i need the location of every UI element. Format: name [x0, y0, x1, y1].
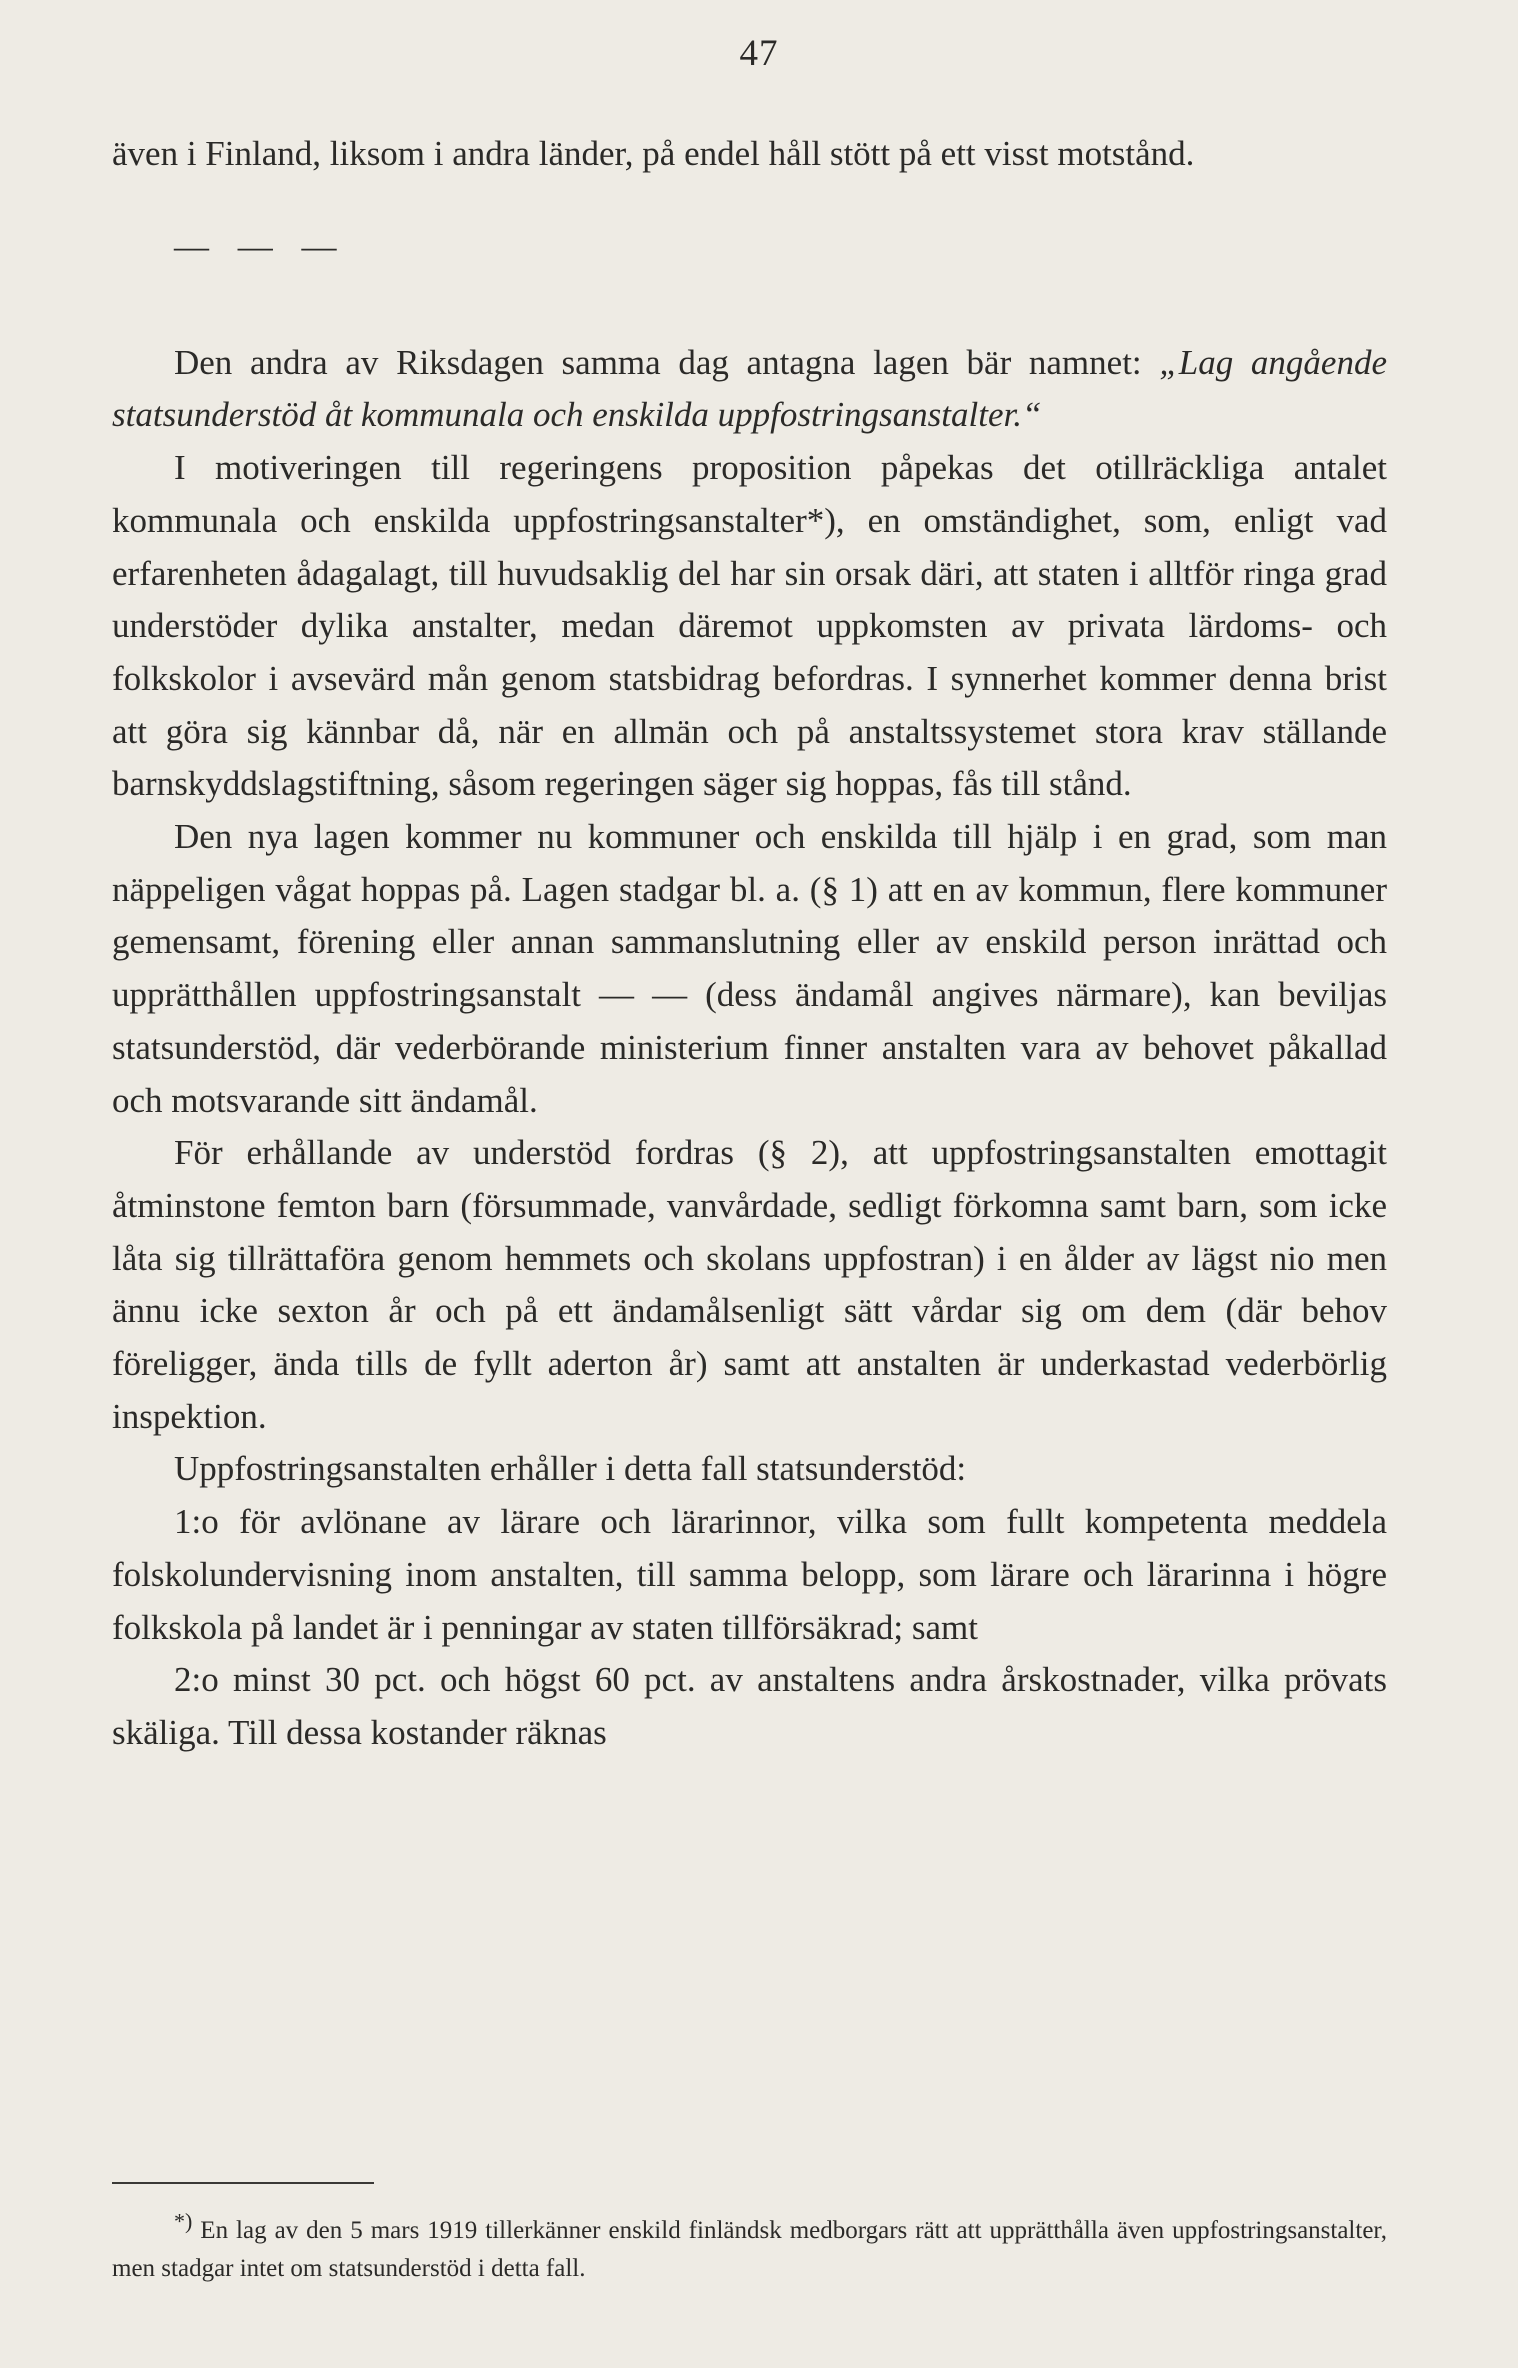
section-separator — [112, 181, 1387, 337]
footnote-divider — [112, 2182, 374, 2184]
paragraph-support-intro: Uppfostringsanstalten erhåller i detta fall statsunderstöd: — [174, 1449, 967, 1489]
separator-dashes: — — — — [174, 226, 347, 266]
law-intro-text: Den andra av Riksdagen samma dag antagna lagen bär namnet: — [174, 342, 1160, 382]
paragraph-new-law: Den nya lagen kommer nu kommuner och enskilda till hjälp i en grad, som man näppeligen vågat hoppas på. Lagen stadgar bl. a. (§ 1) att en av kommun, flere kommuner gemensamt, förening eller annan sammanslutning eller av enskild person inrättad och upprätthållen uppfostringsanstalt — — (dess ändamål angives närmare), kan beviljas statsunderstöd, där vederbörande ministerium finner anstalten vara av behovet påkallad och motsvarande sitt ändamål. — [112, 817, 1387, 1120]
footnote-text: En lag av den 5 mars 1919 tillerkänner enskild finländsk medborgars rätt att upprätthålla även uppfostringsanstalter, men stadgar intet om statsunderstöd i detta fall. — [112, 2217, 1387, 2282]
paragraph-law-title — [112, 337, 1387, 442]
page-number: 47 — [739, 33, 779, 74]
paragraph-continuation: även i Finland, liksom i andra länder, på endel håll stött på ett visst motstånd. — [112, 134, 1195, 173]
paragraph-item-1: 1:o för avlönane av lärare och lärarinnor, vilka som fullt kompetenta meddela folskolundervisning inom anstalten, till samma belopp, som lärare och lärarinna i högre folkskola på landet är i penningar av staten tillförsäkrad; samt — [112, 1502, 1387, 1647]
footnote — [112, 2208, 1387, 2288]
footnote-mark: *) — [174, 2208, 193, 2234]
paragraph-motivation: I motiveringen till regeringens proposition påpekas det otillräckliga antalet kommunala och enskilda uppfostringsanstalter*), en omständighet, som, enligt vad erfarenheten ådagalagt, till huvudsaklig del har sin orsak däri, att staten i alltför ringa grad understöder dylika anstalter, medan däremot uppkomsten av privata lärdoms- och folkskolor i avsevärd mån genom statsbidrag befordras. I synnerhet kommer denna brist att göra sig kännbar då, när en allmän och på anstaltssystemet stora krav ställande barnskyddslagstiftning, såsom regeringen säger sig hoppas, fås till stånd. — [112, 448, 1387, 804]
paragraph-item-2: 2:o minst 30 pct. och högst 60 pct. av anstaltens andra årskostnader, vilka prövats skäliga. Till dessa kostander räknas — [112, 1660, 1387, 1752]
body-text — [112, 128, 1387, 1760]
law-title-italic: „Lag angående statsunderstöd åt kommunala och enskilda uppfostringsanstalter.“ — [112, 342, 1388, 435]
paragraph-conditions: För erhållande av understöd fordras (§ 2), att uppfostringsanstalten emottagit åtminstone femton barn (försummade, vanvårdade, sedligt förkomna samt barn, som icke låta sig tillrättaföra genom hemmets och skolans uppfostran) i en ålder av lägst nio men ännu icke sexton år och på ett ändamålsenligt sätt vårdar sig om dem (där behov föreligger, ända tills de fyllt aderton år) samt att anstalten är underkastad vederbörlig inspektion. — [112, 1133, 1387, 1436]
